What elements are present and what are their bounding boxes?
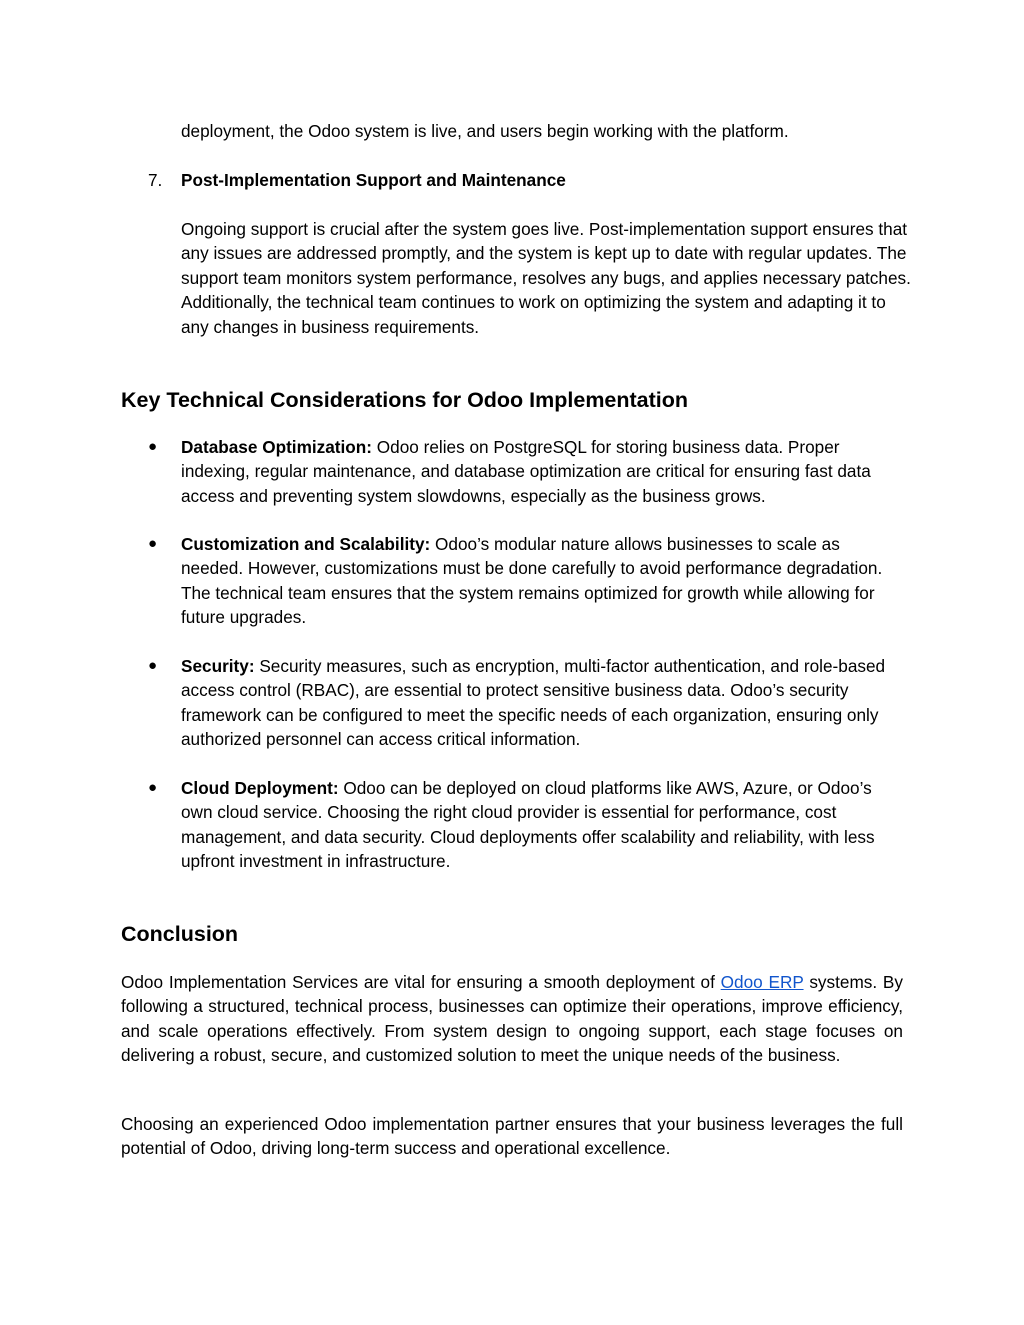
conclusion-paragraph-1 — [121, 970, 903, 1068]
continuation-text: deployment, the Odoo system is live, and users begin working with the platform. — [181, 121, 789, 141]
conclusion-paragraph-2: Choosing an experienced Odoo implementation partner ensures that your business leverages the full potential of Odoo, driving long-term success and operational excellence. — [121, 1114, 903, 1159]
bullet-icon: ● — [148, 779, 158, 796]
numbered-item-title: Post-Implementation Support and Maintenance — [181, 170, 566, 190]
numbered-item-body: Ongoing support is crucial after the system goes live. Post-implementation support ensures that any issues are addressed promptly, and the system is kept up to date with regular updates. The support team monitors system performance, resolves any bugs, and applies necessary patches. Additionally, the technical team continues to work on optimizing the system and adapting it to any changes in business requirements. — [181, 219, 911, 337]
section-heading-key-considerations: Key Technical Considerations for Odoo Implementation — [121, 388, 689, 412]
odoo-erp-link[interactable]: Odoo ERP — [720, 972, 804, 992]
list-number: 7. — [148, 170, 163, 190]
bullet-label: Cloud Deployment: — [181, 778, 339, 798]
bullet-label: Database Optimization: — [181, 437, 373, 457]
bullet-label: Customization and Scalability: — [181, 534, 431, 554]
bullet-label: Security: — [181, 656, 255, 676]
bullet-icon: ● — [148, 438, 158, 455]
conclusion-text-after-link: systems. By following a structured, technical process, businesses can optimize their operations, improve efficiency, and scale operations effectively. From system design to ongoing support, each stage focuses on delivering a robust, secure, and customized solution to meet the unique needs of the business. — [121, 972, 903, 1066]
bullet-text — [181, 776, 903, 874]
section-heading-conclusion: Conclusion — [121, 922, 239, 946]
bullet-body: Odoo’s modular nature allows businesses to scale as needed. However, customizations must be done carefully to avoid performance degradation. The technical team ensures that the system remains optimized for growth while allowing for future upgrades. — [181, 534, 883, 628]
bullet-icon: ● — [148, 657, 158, 674]
bullet-icon: ● — [148, 535, 158, 552]
bullet-text — [181, 532, 903, 630]
conclusion-text-before-link: Odoo Implementation Services are vital for ensuring a smooth deployment of — [121, 972, 721, 992]
bullet-text — [181, 435, 903, 508]
bullet-body: Odoo relies on PostgreSQL for storing business data. Proper indexing, regular maintenance, and database optimization are critical for ensuring fast data access and preventing system slowdowns, especially as the business grows. — [181, 437, 871, 506]
bullet-body: Security measures, such as encryption, multi-factor authentication, and role-based access control (RBAC), are essential to protect sensitive business data. Odoo’s security framework can be configured to meet the specific needs of each organization, ensuring only authorized personnel can access critical information. — [181, 656, 886, 750]
bullet-body: Odoo can be deployed on cloud platforms like AWS, Azure, or Odoo’s own cloud service. Choosing the right cloud provider is essential for performance, cost management, and data security. Cloud deployments offer scalability and reliability, with less upfront investment in infrastructure. — [181, 778, 875, 872]
bullet-text — [181, 654, 903, 752]
